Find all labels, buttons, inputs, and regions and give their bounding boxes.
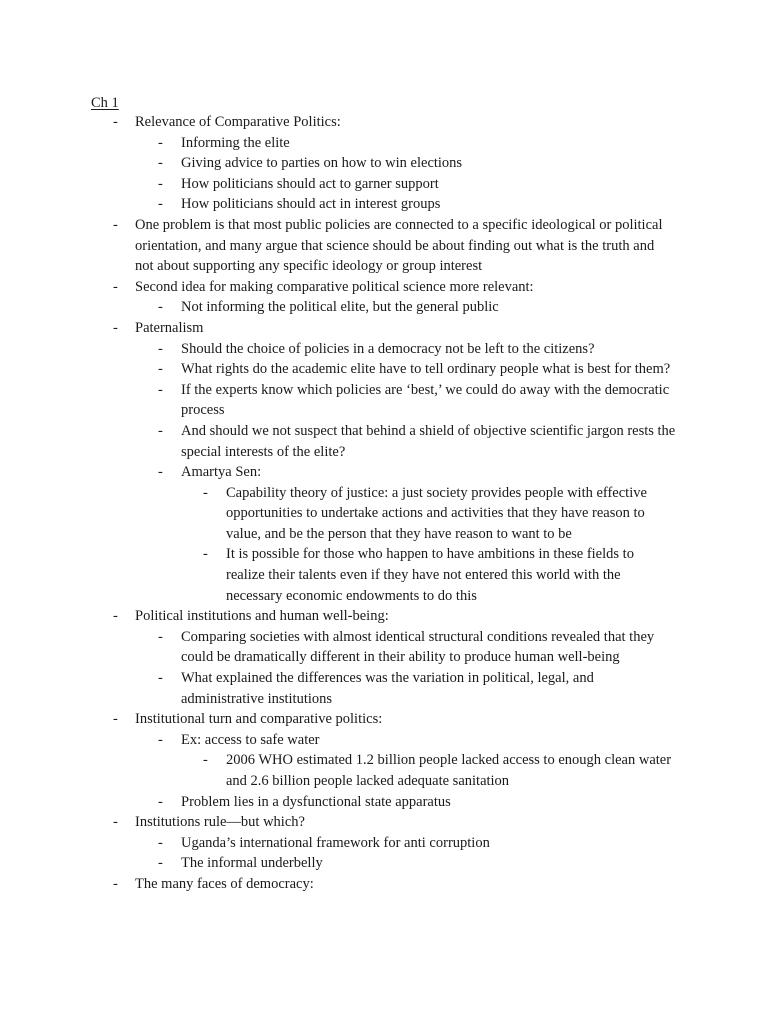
outline-item-level-2 (0, 483, 768, 545)
bullet-dash-icon: - (203, 484, 208, 501)
outline-item-level-0 (0, 318, 768, 339)
bullet-dash-icon: - (203, 752, 208, 769)
outline-item-text: The informal underbelly (181, 855, 323, 872)
bullet-dash-icon: - (158, 175, 163, 192)
bullet-dash-icon: - (158, 464, 163, 481)
outline-item-text: Problem lies in a dysfunctional state apparatus (181, 793, 451, 810)
outline-item-text: What rights do the academic elite have to tell ordinary people what is best for them? (181, 361, 671, 378)
bullet-dash-icon: - (158, 731, 163, 748)
outline-item-text: And should we not suspect that behind a shield of objective scientific jargon rests the special interests of the elite? (181, 422, 676, 460)
bullet-dash-icon: - (158, 670, 163, 687)
outline-item-text: One problem is that most public policies are connected to a specific ideological or political orientation, and many argue that science should be about finding out what is the truth and not about supporting any specific ideology or group interest (135, 216, 663, 275)
outline-item-text: The many faces of democracy: (135, 875, 314, 892)
outline-item-level-1 (0, 668, 768, 709)
outline-item-level-1 (0, 133, 768, 154)
outline-item-level-1 (0, 627, 768, 668)
outline-item-text: It is possible for those who happen to have ambitions in these fields to realize their talents even if they have not entered this world with the necessary economic endowments to do this (226, 546, 634, 604)
outline-item-text: Comparing societies with almost identical structural conditions revealed that they could be dramatically different in their ability to produce human well-being (181, 628, 655, 666)
bullet-dash-icon: - (158, 340, 163, 357)
outline-item-text: Relevance of Comparative Politics: (135, 114, 341, 130)
bullet-dash-icon: - (113, 814, 118, 831)
bullet-dash-icon: - (158, 422, 163, 439)
bullet-dash-icon: - (203, 546, 208, 563)
outline-item-level-1 (0, 339, 768, 360)
outline-item-level-2 (0, 750, 768, 791)
outline-item-text: Uganda’s international framework for anti corruption (181, 834, 490, 851)
outline-item-text: Amartya Sen: (181, 464, 262, 481)
bullet-dash-icon: - (113, 875, 118, 892)
outline-item-level-1 (0, 153, 768, 174)
outline-item-level-0 (0, 277, 768, 298)
outline-item-level-1 (0, 174, 768, 195)
outline-item-level-1 (0, 380, 768, 421)
chapter-heading: Ch 1 (91, 95, 119, 111)
bullet-dash-icon: - (113, 608, 118, 625)
bullet-dash-icon: - (113, 319, 118, 336)
outline-item-level-1 (0, 730, 768, 751)
bullet-dash-icon: - (158, 196, 163, 213)
outline-item-text: If the experts know which policies are ‘best,’ we could do away with the democratic process (181, 381, 670, 419)
outline-item-level-1 (0, 194, 768, 215)
outline-item-level-1 (0, 792, 768, 813)
outline-item-text: Capability theory of justice: a just society provides people with effective opportunities to undertake actions and activities that they have reason to value, and be the person that they have reason to want to be (226, 484, 647, 542)
outline-item-text: What explained the differences was the variation in political, legal, and administrative institutions (181, 670, 594, 707)
bullet-dash-icon: - (158, 855, 163, 872)
outline-item-text: Political institutions and human well-being: (135, 608, 389, 625)
outline-item-level-1 (0, 462, 768, 483)
bullet-dash-icon: - (113, 114, 118, 130)
outline-item-text: Ex: access to safe water (181, 731, 320, 748)
outline-list (0, 112, 768, 895)
outline-item-text: 2006 WHO estimated 1.2 billion people lacked access to enough clean water and 2.6 billion people lacked adequate sanitation (226, 752, 672, 789)
outline-item-level-0 (0, 812, 768, 833)
outline-item-level-0 (0, 215, 768, 277)
bullet-dash-icon: - (158, 834, 163, 851)
outline-item-text: Second idea for making comparative political science more relevant: (135, 278, 534, 295)
outline-item-text: Institutions rule—but which? (135, 814, 305, 831)
outline-item-text: How politicians should act to garner support (181, 175, 439, 192)
outline-item-level-0 (0, 606, 768, 627)
outline-item-level-2 (0, 544, 768, 606)
outline-item-level-0 (0, 112, 768, 133)
outline-item-text: How politicians should act in interest groups (181, 196, 441, 213)
outline-item-level-1 (0, 421, 768, 462)
outline-item-text: Paternalism (135, 319, 204, 336)
outline-item-text: Informing the elite (181, 134, 290, 151)
bullet-dash-icon: - (158, 361, 163, 378)
outline-item-level-0 (0, 874, 768, 895)
bullet-dash-icon: - (113, 278, 118, 295)
bullet-dash-icon: - (113, 216, 118, 233)
outline-item-level-1 (0, 359, 768, 380)
outline-item-text: Not informing the political elite, but the general public (181, 299, 499, 316)
outline-item-level-1 (0, 833, 768, 854)
bullet-dash-icon: - (158, 134, 163, 151)
outline-item-level-1 (0, 297, 768, 318)
outline-item-text: Institutional turn and comparative politics: (135, 711, 383, 728)
outline-item-text: Giving advice to parties on how to win elections (181, 155, 463, 172)
bullet-dash-icon: - (158, 793, 163, 810)
outline-item-level-1 (0, 853, 768, 874)
bullet-dash-icon: - (158, 628, 163, 645)
outline-item-level-0 (0, 709, 768, 730)
outline-item-text: Should the choice of policies in a democracy not be left to the citizens? (181, 340, 595, 357)
bullet-dash-icon: - (158, 299, 163, 316)
bullet-dash-icon: - (113, 711, 118, 728)
bullet-dash-icon: - (158, 155, 163, 172)
bullet-dash-icon: - (158, 381, 163, 398)
